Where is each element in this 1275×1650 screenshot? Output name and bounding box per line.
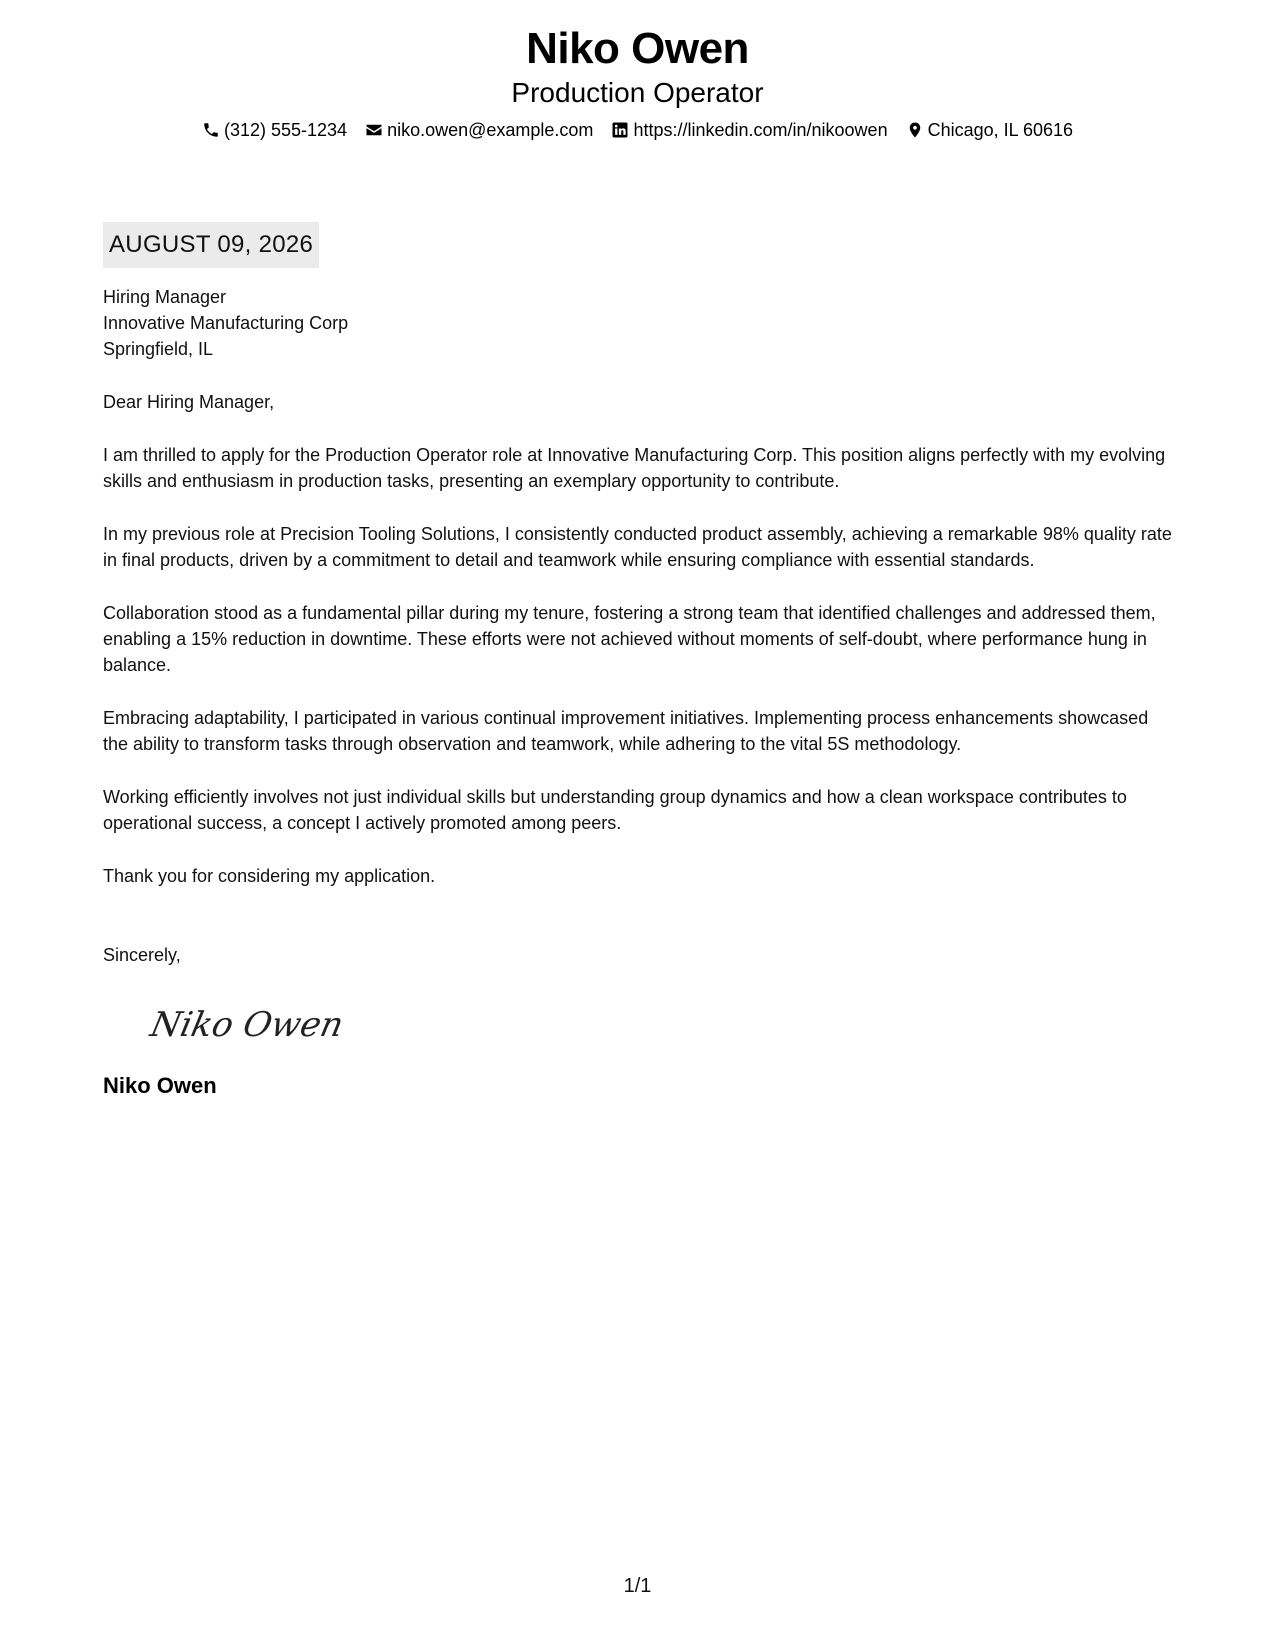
body-paragraph: Thank you for considering my application. [103, 866, 436, 886]
handwritten-signature [147, 998, 1173, 1050]
body-paragraph: Collaboration stood as a fundamental pillar during my tenure, fostering a strong team that identified challenges and addressed them, enabling a 15% reduction in downtime. These efforts were not achieved without moments of self-doubt, where performance hung in balance. [103, 603, 1156, 675]
letter-header [0, 22, 1275, 142]
contact-info [0, 118, 1275, 142]
signer-name: Niko Owen [103, 1073, 217, 1098]
body-paragraph: Embracing adaptability, I participated in various continual improvement initiatives. Implementing process enhancements showcased the ability to transform tasks through observation and teamwork, while adhering to the vital 5S methodology. [103, 708, 1149, 754]
location-text: Chicago, IL 60616 [927, 120, 1074, 140]
contact-location [906, 118, 1073, 142]
closing: Sincerely, [103, 945, 181, 965]
letter-date: AUGUST 09, 2026 [103, 222, 319, 268]
recipient-company: Innovative Manufacturing Corp [103, 313, 349, 333]
recipient-block [103, 284, 1173, 362]
signature-text: Niko Owen [147, 1005, 347, 1045]
linkedin-icon [611, 121, 629, 139]
body-paragraph: Working efficiently involves not just individual skills but understanding group dynamics and how a clean workspace contributes to operational success, a concept I actively promoted among peers. [103, 787, 1127, 833]
contact-email[interactable] [365, 118, 593, 142]
phone-icon [202, 121, 220, 139]
applicant-name: Niko Owen [526, 24, 749, 73]
applicant-job-title: Production Operator [511, 77, 764, 108]
body-paragraph: I am thrilled to apply for the Production Operator role at Innovative Manufacturing Corp. This position aligns perfectly with my evolving skills and enthusiasm in production tasks, presenting an exemplary opportunity to contribute. [103, 445, 1166, 491]
recipient-name: Hiring Manager [103, 287, 227, 307]
recipient-location: Springfield, IL [103, 339, 214, 359]
linkedin-link[interactable]: https://linkedin.com/in/nikoowen [633, 120, 888, 140]
map-pin-icon [906, 121, 924, 139]
email-link[interactable]: niko.owen@example.com [387, 120, 594, 140]
salutation: Dear Hiring Manager, [103, 392, 275, 412]
contact-linkedin[interactable] [611, 118, 887, 142]
phone-number: (312) 555-1234 [223, 120, 348, 140]
envelope-icon [365, 121, 383, 139]
contact-phone [202, 118, 347, 142]
page-number: 1/1 [623, 1575, 652, 1597]
body-paragraph: In my previous role at Precision Tooling Solutions, I consistently conducted product assembly, achieving a remarkable 98% quality rate in final products, driven by a commitment to detail and teamwork while ensuring compliance with essential standards. [103, 524, 1172, 570]
letter-body [103, 222, 1173, 1100]
